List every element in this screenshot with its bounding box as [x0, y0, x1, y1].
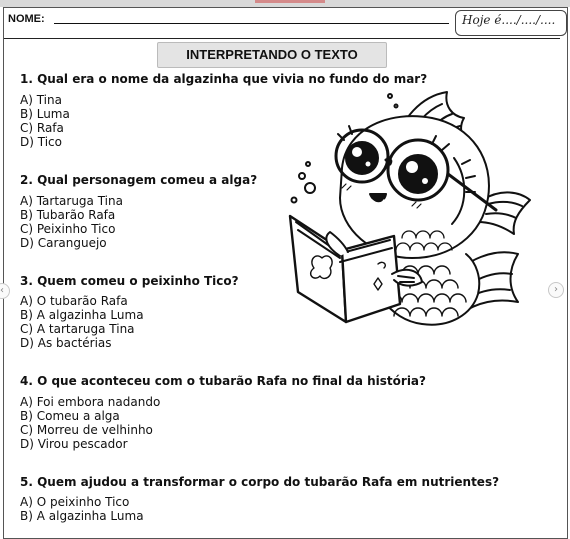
chevron-left-icon[interactable]: ‹ — [0, 283, 10, 299]
question-5: 5. Quem ajudou a transformar o corpo do tubarão Rafa em nutrientes? — [20, 475, 500, 489]
top-band-accent — [255, 0, 325, 3]
question-1-option-c: C) Rafa — [20, 121, 64, 135]
date-label: Hoje é..../..../.... — [462, 13, 556, 27]
top-band — [0, 0, 570, 7]
question-4: 4. O que aconteceu com o tubarão Rafa no final da história? — [20, 374, 426, 388]
question-1: 1. Qual era o nome da algazinha que vivia no fundo do mar? — [20, 72, 428, 86]
question-5-option-a: A) O peixinho Tico — [20, 495, 130, 509]
question-2-option-c: C) Peixinho Tico — [20, 222, 116, 236]
question-3: 3. Quem comeu o peixinho Tico? — [20, 274, 239, 288]
question-2-option-b: B) Tubarão Rafa — [20, 208, 116, 222]
question-1-option-a: A) Tina — [20, 93, 62, 107]
question-3-option-d: D) As bactérias — [20, 336, 112, 350]
question-3-option-b: B) A algazinha Luma — [20, 308, 144, 322]
question-4-option-d: D) Virou pescador — [20, 437, 128, 451]
fish-reading-book-illustration — [282, 88, 540, 350]
question-4-option-c: C) Morreu de velhinho — [20, 423, 153, 437]
worksheet-title: INTERPRETANDO O TEXTO — [157, 42, 387, 68]
name-label: NOME: — [8, 13, 45, 25]
question-1-option-b: B) Luma — [20, 107, 70, 121]
question-3-option-c: C) A tartaruga Tina — [20, 322, 135, 336]
question-2: 2. Qual personagem comeu a alga? — [20, 173, 258, 187]
question-2-option-d: D) Caranguejo — [20, 236, 107, 250]
question-1-option-d: D) Tico — [20, 135, 62, 149]
chevron-right-icon[interactable]: › — [548, 282, 564, 298]
question-5-option-b: B) A algazinha Luma — [20, 509, 144, 523]
question-4-option-a: A) Foi embora nadando — [20, 395, 161, 409]
question-2-option-a: A) Tartaruga Tina — [20, 194, 123, 208]
question-4-option-b: B) Comeu a alga — [20, 409, 120, 423]
question-3-option-a: A) O tubarão Rafa — [20, 294, 128, 308]
name-line — [54, 23, 449, 24]
